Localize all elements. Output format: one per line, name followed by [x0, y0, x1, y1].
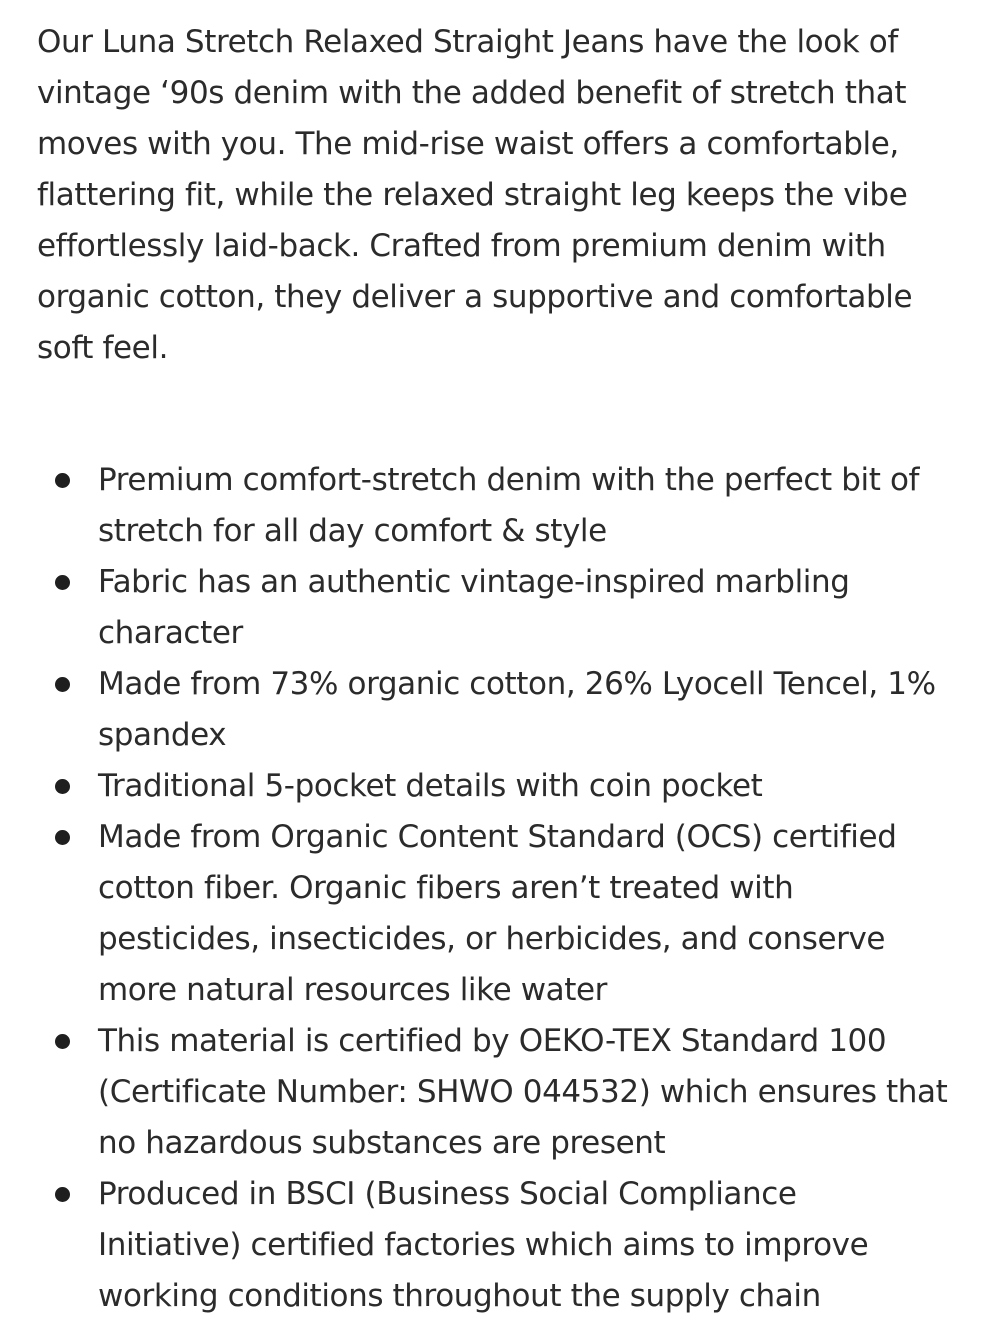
feature-text: Made from 73% organic cotton, 26% Lyocell Tencel, 1% spandex: [98, 666, 936, 753]
feature-list: [0, 455, 1000, 1322]
bullet-icon: [55, 677, 70, 692]
feature-text: Premium comfort-stretch denim with the perfect bit of stretch for all day comfort & style: [98, 462, 920, 549]
bullet-icon: [55, 575, 70, 590]
bullet-icon: [55, 1034, 70, 1049]
feature-list-item: [0, 1169, 948, 1322]
feature-list-item: [0, 557, 948, 659]
feature-list-item: [0, 1016, 948, 1169]
bullet-icon: [55, 830, 70, 845]
feature-text: Traditional 5-pocket details with coin pocket: [98, 768, 763, 804]
feature-text: Made from Organic Content Standard (OCS) certified cotton fiber. Organic fibers aren’t treated with pesticides, insecticides, or herbicides, and conserve more natural resources like water: [98, 819, 897, 1008]
feature-text: This material is certified by OEKO-TEX Standard 100 (Certificate Number: SHWO 044532) which ensures that no hazardous substances are present: [98, 1023, 948, 1161]
product-description: Our Luna Stretch Relaxed Straight Jeans have the look of vintage ‘90s denim with the added benefit of stretch that moves with you. The mid-rise waist offers a comfortable, flattering fit, while the relaxed straight leg keeps the vibe effortlessly laid-back. Crafted from premium denim with organic cotton, they deliver a supportive and comfortable soft feel.: [37, 24, 913, 366]
bullet-icon: [55, 1187, 70, 1202]
feature-text: Produced in BSCI (Business Social Compliance Initiative) certified factories which aims to improve working conditions throughout the supply chain: [98, 1176, 869, 1314]
feature-list-item: [0, 761, 948, 812]
feature-list-item: [0, 455, 948, 557]
feature-list-item: [0, 659, 948, 761]
feature-list-item: [0, 812, 948, 1016]
bullet-icon: [55, 473, 70, 488]
feature-text: Fabric has an authentic vintage-inspired marbling character: [98, 564, 850, 651]
bullet-icon: [55, 779, 70, 794]
